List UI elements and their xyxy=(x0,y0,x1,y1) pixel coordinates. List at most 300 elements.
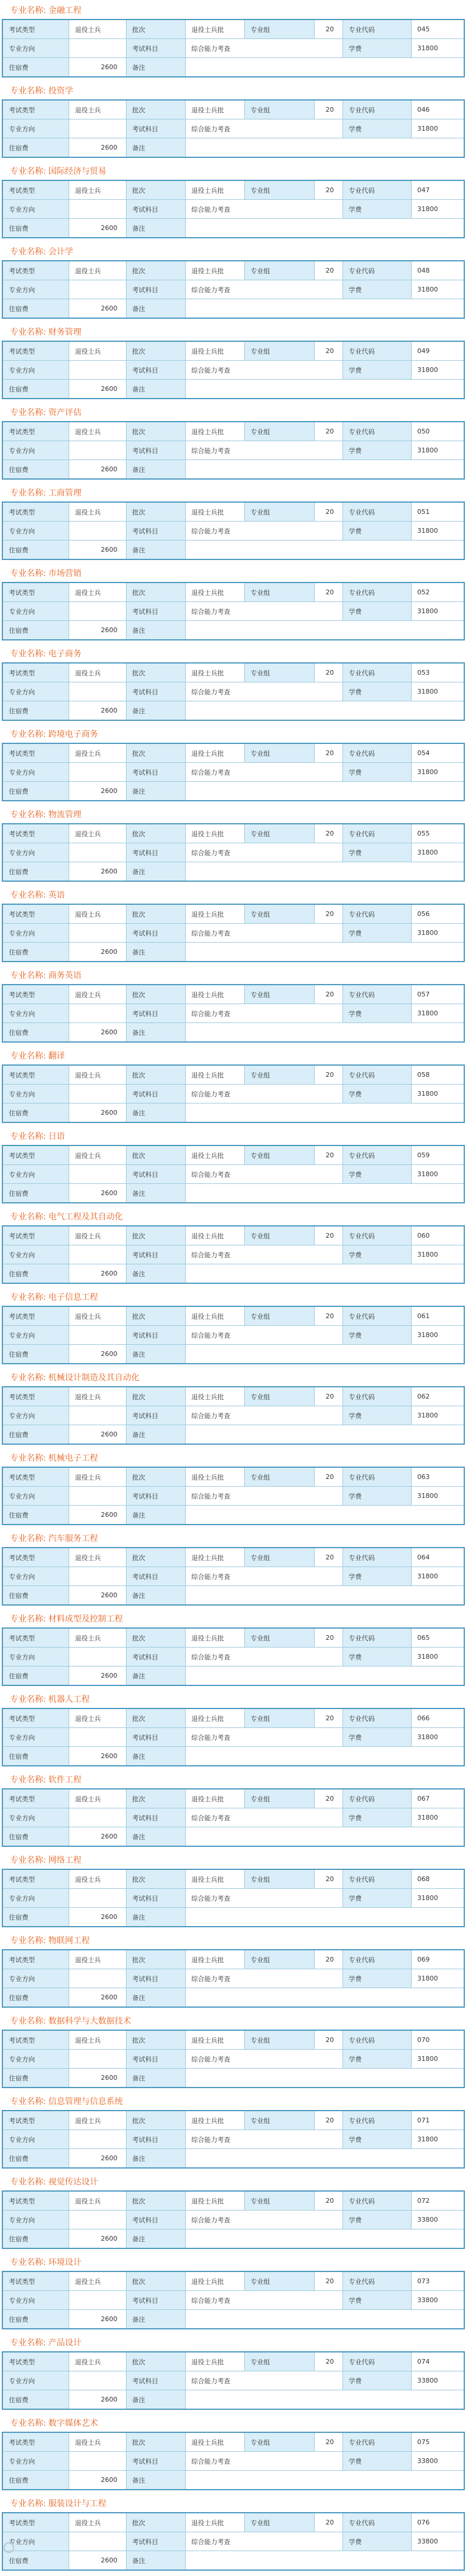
remark-value xyxy=(185,621,464,640)
exam-type-label: 考试类型 xyxy=(2,2271,69,2291)
batch-label: 批次 xyxy=(126,180,185,200)
group-label: 专业组 xyxy=(244,1065,314,1085)
group-value: 20 xyxy=(314,743,342,763)
batch-label: 批次 xyxy=(126,1387,185,1406)
group-label: 专业组 xyxy=(244,502,314,522)
fee-label: 学费 xyxy=(342,1085,411,1103)
table-row xyxy=(2,824,464,843)
subjects-value: 综合能力考查 xyxy=(185,1165,342,1184)
table-row xyxy=(2,2030,464,2050)
batch-label: 批次 xyxy=(126,1226,185,1245)
major-header xyxy=(2,2415,467,2432)
subjects-value: 综合能力考查 xyxy=(185,763,342,782)
code-value: 052 xyxy=(411,582,464,602)
remark-value xyxy=(185,1827,464,1847)
tuition-value: 2600 xyxy=(69,1103,126,1123)
table-row xyxy=(2,2352,464,2371)
batch-value: 退役士兵批 xyxy=(185,1467,244,1487)
batch-value: 退役士兵批 xyxy=(185,582,244,602)
exam-type-label: 考试类型 xyxy=(2,904,69,924)
table-row xyxy=(2,1988,464,2008)
exam-type-value: 退役士兵 xyxy=(69,2030,126,2050)
exam-type-value: 退役士兵 xyxy=(69,2352,126,2371)
major-info-table xyxy=(2,1949,465,2008)
code-value: 054 xyxy=(411,743,464,763)
major-name-label: 专业名称: xyxy=(10,569,46,578)
fee-label: 学费 xyxy=(342,2130,411,2149)
table-row xyxy=(2,621,464,640)
code-value: 061 xyxy=(411,1306,464,1326)
tuition-label: 住宿费 xyxy=(2,2471,69,2490)
major-name: 财务管理 xyxy=(48,328,82,337)
batch-value: 退役士兵批 xyxy=(185,2271,244,2291)
tuition-label: 住宿费 xyxy=(2,1264,69,1284)
fee-value: 31800 xyxy=(411,522,464,541)
fee-value: 33800 xyxy=(411,2452,464,2471)
fee-value: 31800 xyxy=(411,2130,464,2149)
remark-value xyxy=(185,1908,464,1927)
fee-label: 学费 xyxy=(342,280,411,299)
subjects-value: 综合能力考查 xyxy=(185,119,342,138)
group-value: 20 xyxy=(314,904,342,924)
direction-label: 专业方向 xyxy=(2,1004,69,1023)
code-value: 070 xyxy=(411,2030,464,2050)
code-value: 059 xyxy=(411,1145,464,1165)
table-row xyxy=(2,2211,464,2229)
group-label: 专业组 xyxy=(244,2432,314,2452)
watermark xyxy=(4,2541,18,2555)
tuition-value: 2600 xyxy=(69,1506,126,1525)
direction-label: 专业方向 xyxy=(2,1648,69,1666)
major-name-label: 专业名称: xyxy=(10,408,46,418)
batch-value: 退役士兵批 xyxy=(185,904,244,924)
exam-type-value: 退役士兵 xyxy=(69,180,126,200)
code-label: 专业代码 xyxy=(342,743,411,763)
major-name: 金融工程 xyxy=(48,6,82,15)
major-block xyxy=(2,1933,467,2013)
direction-label: 专业方向 xyxy=(2,1326,69,1345)
remark-label: 备注 xyxy=(126,541,185,560)
group-label: 专业组 xyxy=(244,1145,314,1165)
tuition-value: 2600 xyxy=(69,138,126,158)
table-row xyxy=(2,1908,464,1927)
table-row xyxy=(2,2271,464,2291)
exam-type-value: 退役士兵 xyxy=(69,1226,126,1245)
fee-value: 31800 xyxy=(411,1487,464,1506)
major-block xyxy=(2,485,467,565)
direction-label: 专业方向 xyxy=(2,2130,69,2149)
direction-label: 专业方向 xyxy=(2,1969,69,1988)
table-row xyxy=(2,1406,464,1425)
batch-value: 退役士兵批 xyxy=(185,422,244,441)
major-info-table xyxy=(2,1386,465,1445)
fee-label: 学费 xyxy=(342,924,411,943)
major-name: 物流管理 xyxy=(48,810,82,820)
direction-label: 专业方向 xyxy=(2,2371,69,2390)
major-name-label: 专业名称: xyxy=(10,891,46,900)
batch-label: 批次 xyxy=(126,2513,185,2532)
major-name-label: 专业名称: xyxy=(10,1614,46,1624)
major-name: 英语 xyxy=(48,891,65,900)
batch-value: 退役士兵批 xyxy=(185,1387,244,1406)
major-block xyxy=(2,1772,467,1852)
group-value: 20 xyxy=(314,2030,342,2050)
subjects-label: 考试科目 xyxy=(126,2532,185,2551)
table-row xyxy=(2,1506,464,1525)
tuition-label: 住宿费 xyxy=(2,2069,69,2088)
table-row xyxy=(2,2532,464,2551)
major-header xyxy=(2,1450,467,1467)
table-row xyxy=(2,682,464,701)
exam-type-label: 考试类型 xyxy=(2,1065,69,1085)
subjects-label: 考试科目 xyxy=(126,763,185,782)
major-name: 数字媒体艺术 xyxy=(48,2419,98,2428)
major-name-label: 专业名称: xyxy=(10,2499,46,2509)
group-label: 专业组 xyxy=(244,1467,314,1487)
table-row xyxy=(2,1548,464,1567)
remark-value xyxy=(185,219,464,238)
subjects-label: 考试科目 xyxy=(126,1326,185,1345)
remark-value xyxy=(185,299,464,319)
direction-label: 专业方向 xyxy=(2,763,69,782)
group-label: 专业组 xyxy=(244,1387,314,1406)
major-name: 商务英语 xyxy=(48,971,82,980)
remark-label: 备注 xyxy=(126,782,185,801)
major-block xyxy=(2,2335,467,2415)
tuition-value: 2600 xyxy=(69,460,126,480)
major-name-label: 专业名称: xyxy=(10,328,46,337)
major-block xyxy=(2,244,467,324)
remark-value xyxy=(185,782,464,801)
subjects-label: 考试科目 xyxy=(126,441,185,460)
major-block xyxy=(2,1289,467,1370)
batch-value: 退役士兵批 xyxy=(185,1628,244,1648)
table-row xyxy=(2,2452,464,2471)
major-header xyxy=(2,2093,467,2110)
table-row xyxy=(2,522,464,541)
table-row xyxy=(2,1808,464,1827)
code-label: 专业代码 xyxy=(342,2513,411,2532)
major-header xyxy=(2,244,467,260)
fee-label: 学费 xyxy=(342,1889,411,1908)
group-value: 20 xyxy=(314,663,342,682)
subjects-label: 考试科目 xyxy=(126,2452,185,2471)
table-row xyxy=(2,1969,464,1988)
code-label: 专业代码 xyxy=(342,180,411,200)
major-header xyxy=(2,485,467,501)
subjects-label: 考试科目 xyxy=(126,602,185,621)
code-label: 专业代码 xyxy=(342,1950,411,1969)
exam-type-value: 退役士兵 xyxy=(69,2432,126,2452)
code-label: 专业代码 xyxy=(342,422,411,441)
group-label: 专业组 xyxy=(244,180,314,200)
code-label: 专业代码 xyxy=(342,2191,411,2211)
major-name: 资产评估 xyxy=(48,408,82,418)
batch-label: 批次 xyxy=(126,502,185,522)
major-block xyxy=(2,2496,467,2576)
exam-type-value: 退役士兵 xyxy=(69,341,126,361)
direction-value xyxy=(69,119,126,138)
major-info-table xyxy=(2,2110,465,2169)
exam-type-value: 退役士兵 xyxy=(69,985,126,1004)
group-label: 专业组 xyxy=(244,1628,314,1648)
exam-type-label: 考试类型 xyxy=(2,422,69,441)
table-row xyxy=(2,280,464,299)
code-label: 专业代码 xyxy=(342,582,411,602)
table-row xyxy=(2,1387,464,1406)
table-row xyxy=(2,2432,464,2452)
remark-value xyxy=(185,2069,464,2088)
exam-type-value: 退役士兵 xyxy=(69,743,126,763)
direction-value xyxy=(69,441,126,460)
tuition-value: 2600 xyxy=(69,1827,126,1847)
group-value: 20 xyxy=(314,422,342,441)
tuition-label: 住宿费 xyxy=(2,1425,69,1445)
exam-type-value: 退役士兵 xyxy=(69,1065,126,1085)
table-row xyxy=(2,1827,464,1847)
table-row xyxy=(2,1226,464,1245)
direction-label: 专业方向 xyxy=(2,522,69,541)
watermark-logo-icon xyxy=(4,2542,14,2553)
subjects-value: 综合能力考查 xyxy=(185,602,342,621)
direction-value xyxy=(69,2211,126,2229)
direction-label: 专业方向 xyxy=(2,1728,69,1747)
table-row xyxy=(2,2551,464,2571)
subjects-value: 综合能力考查 xyxy=(185,1969,342,1988)
table-row xyxy=(2,2050,464,2069)
tuition-value: 2600 xyxy=(69,1586,126,1606)
fee-label: 学费 xyxy=(342,1004,411,1023)
batch-value: 退役士兵批 xyxy=(185,2111,244,2130)
major-info-table xyxy=(2,341,465,399)
tuition-value: 2600 xyxy=(69,2229,126,2249)
group-value: 20 xyxy=(314,824,342,843)
major-name-label: 专业名称: xyxy=(10,2097,46,2106)
major-header xyxy=(2,1691,467,1708)
code-value: 063 xyxy=(411,1467,464,1487)
table-row xyxy=(2,1103,464,1123)
code-label: 专业代码 xyxy=(342,1628,411,1648)
exam-type-label: 考试类型 xyxy=(2,582,69,602)
subjects-value: 综合能力考查 xyxy=(185,2211,342,2229)
remark-value xyxy=(185,2390,464,2410)
table-row xyxy=(2,119,464,138)
exam-type-label: 考试类型 xyxy=(2,1467,69,1487)
tuition-label: 住宿费 xyxy=(2,138,69,158)
tuition-value: 2600 xyxy=(69,1425,126,1445)
major-block xyxy=(2,1611,467,1691)
subjects-label: 考试科目 xyxy=(126,2291,185,2310)
batch-label: 批次 xyxy=(126,1869,185,1889)
table-row xyxy=(2,1708,464,1728)
direction-label: 专业方向 xyxy=(2,1406,69,1425)
direction-value xyxy=(69,1567,126,1586)
direction-value xyxy=(69,2291,126,2310)
major-header xyxy=(2,646,467,662)
tuition-label: 住宿费 xyxy=(2,2310,69,2329)
tuition-value: 2600 xyxy=(69,1184,126,1203)
tuition-value: 2600 xyxy=(69,1023,126,1043)
subjects-value: 综合能力考查 xyxy=(185,2050,342,2069)
fee-label: 学费 xyxy=(342,39,411,58)
direction-label: 专业方向 xyxy=(2,361,69,380)
direction-value xyxy=(69,1889,126,1908)
table-row xyxy=(2,20,464,39)
batch-value: 退役士兵批 xyxy=(185,2513,244,2532)
major-header xyxy=(2,1933,467,1949)
remark-value xyxy=(185,1103,464,1123)
major-name-label: 专业名称: xyxy=(10,1775,46,1785)
subjects-label: 考试科目 xyxy=(126,522,185,541)
major-header xyxy=(2,565,467,582)
exam-type-value: 退役士兵 xyxy=(69,2513,126,2532)
exam-type-label: 考试类型 xyxy=(2,1145,69,1165)
group-label: 专业组 xyxy=(244,1306,314,1326)
fee-label: 学费 xyxy=(342,441,411,460)
tuition-label: 住宿费 xyxy=(2,1747,69,1766)
remark-label: 备注 xyxy=(126,2149,185,2169)
direction-label: 专业方向 xyxy=(2,1808,69,1827)
remark-value xyxy=(185,380,464,399)
code-label: 专业代码 xyxy=(342,20,411,39)
group-label: 专业组 xyxy=(244,1869,314,1889)
table-row xyxy=(2,460,464,480)
table-row xyxy=(2,219,464,238)
code-label: 专业代码 xyxy=(342,502,411,522)
major-name: 产品设计 xyxy=(48,2338,82,2348)
batch-label: 批次 xyxy=(126,100,185,119)
major-block xyxy=(2,1209,467,1289)
fee-label: 学费 xyxy=(342,1165,411,1184)
remark-label: 备注 xyxy=(126,701,185,721)
batch-label: 批次 xyxy=(126,1065,185,1085)
batch-label: 批次 xyxy=(126,1306,185,1326)
subjects-label: 考试科目 xyxy=(126,2130,185,2149)
fee-value: 31800 xyxy=(411,2050,464,2069)
exam-type-value: 退役士兵 xyxy=(69,824,126,843)
exam-type-value: 退役士兵 xyxy=(69,1548,126,1567)
table-row xyxy=(2,422,464,441)
remark-value xyxy=(185,943,464,962)
tuition-label: 住宿费 xyxy=(2,2551,69,2571)
subjects-value: 综合能力考查 xyxy=(185,1406,342,1425)
major-block xyxy=(2,1852,467,1933)
table-row xyxy=(2,1950,464,1969)
fee-value: 31800 xyxy=(411,843,464,862)
batch-label: 批次 xyxy=(126,1548,185,1567)
group-value: 20 xyxy=(314,2191,342,2211)
remark-label: 备注 xyxy=(126,299,185,319)
tuition-value: 2600 xyxy=(69,782,126,801)
subjects-value: 综合能力考查 xyxy=(185,2452,342,2471)
fee-label: 学费 xyxy=(342,2291,411,2310)
direction-value xyxy=(69,1487,126,1506)
fee-label: 学费 xyxy=(342,361,411,380)
batch-value: 退役士兵批 xyxy=(185,985,244,1004)
exam-type-value: 退役士兵 xyxy=(69,422,126,441)
exam-type-value: 退役士兵 xyxy=(69,1628,126,1648)
group-value: 20 xyxy=(314,1789,342,1808)
subjects-value: 综合能力考查 xyxy=(185,843,342,862)
code-value: 065 xyxy=(411,1628,464,1648)
direction-value xyxy=(69,1004,126,1023)
direction-value xyxy=(69,1165,126,1184)
fee-value: 31800 xyxy=(411,441,464,460)
tuition-value: 2600 xyxy=(69,2069,126,2088)
remark-value xyxy=(185,2229,464,2249)
exam-type-value: 退役士兵 xyxy=(69,1467,126,1487)
group-label: 专业组 xyxy=(244,2191,314,2211)
batch-value: 退役士兵批 xyxy=(185,1065,244,1085)
major-name-label: 专业名称: xyxy=(10,86,46,96)
major-info-table xyxy=(2,2512,465,2571)
table-row xyxy=(2,2390,464,2410)
major-name: 汽车服务工程 xyxy=(48,1534,98,1543)
remark-label: 备注 xyxy=(126,2551,185,2571)
table-row xyxy=(2,904,464,924)
table-row xyxy=(2,261,464,280)
exam-type-label: 考试类型 xyxy=(2,824,69,843)
major-info-table xyxy=(2,1788,465,1847)
major-name-label: 专业名称: xyxy=(10,1695,46,1704)
exam-type-label: 考试类型 xyxy=(2,1226,69,1245)
direction-value xyxy=(69,1406,126,1425)
code-label: 专业代码 xyxy=(342,2352,411,2371)
group-value: 20 xyxy=(314,1950,342,1969)
table-row xyxy=(2,602,464,621)
major-name-label: 专业名称: xyxy=(10,649,46,659)
table-row xyxy=(2,2069,464,2088)
code-label: 专业代码 xyxy=(342,985,411,1004)
remark-label: 备注 xyxy=(126,460,185,480)
batch-value: 退役士兵批 xyxy=(185,502,244,522)
direction-value xyxy=(69,1648,126,1666)
major-name-label: 专业名称: xyxy=(10,1132,46,1141)
exam-type-value: 退役士兵 xyxy=(69,502,126,522)
table-row xyxy=(2,743,464,763)
fee-label: 学费 xyxy=(342,1808,411,1827)
major-block xyxy=(2,1048,467,1128)
major-info-table xyxy=(2,1627,465,1686)
major-list xyxy=(2,0,467,2576)
major-block xyxy=(2,1450,467,1530)
major-info-table xyxy=(2,2432,465,2490)
major-header xyxy=(2,324,467,341)
fee-value: 33800 xyxy=(411,2211,464,2229)
major-block xyxy=(2,1530,467,1611)
remark-value xyxy=(185,541,464,560)
major-block xyxy=(2,2093,467,2174)
group-label: 专业组 xyxy=(244,2030,314,2050)
major-name-label: 专业名称: xyxy=(10,2419,46,2428)
remark-label: 备注 xyxy=(126,2471,185,2490)
major-header xyxy=(2,1530,467,1547)
major-name-label: 专业名称: xyxy=(10,6,46,15)
major-block xyxy=(2,2415,467,2496)
code-label: 专业代码 xyxy=(342,1467,411,1487)
group-value: 20 xyxy=(314,2352,342,2371)
major-info-table xyxy=(2,180,465,238)
table-row xyxy=(2,843,464,862)
group-value: 20 xyxy=(314,985,342,1004)
table-row xyxy=(2,1326,464,1345)
major-info-table xyxy=(2,2030,465,2088)
direction-value xyxy=(69,763,126,782)
remark-label: 备注 xyxy=(126,1827,185,1847)
code-label: 专业代码 xyxy=(342,1226,411,1245)
exam-type-value: 退役士兵 xyxy=(69,20,126,39)
remark-value xyxy=(185,1747,464,1766)
